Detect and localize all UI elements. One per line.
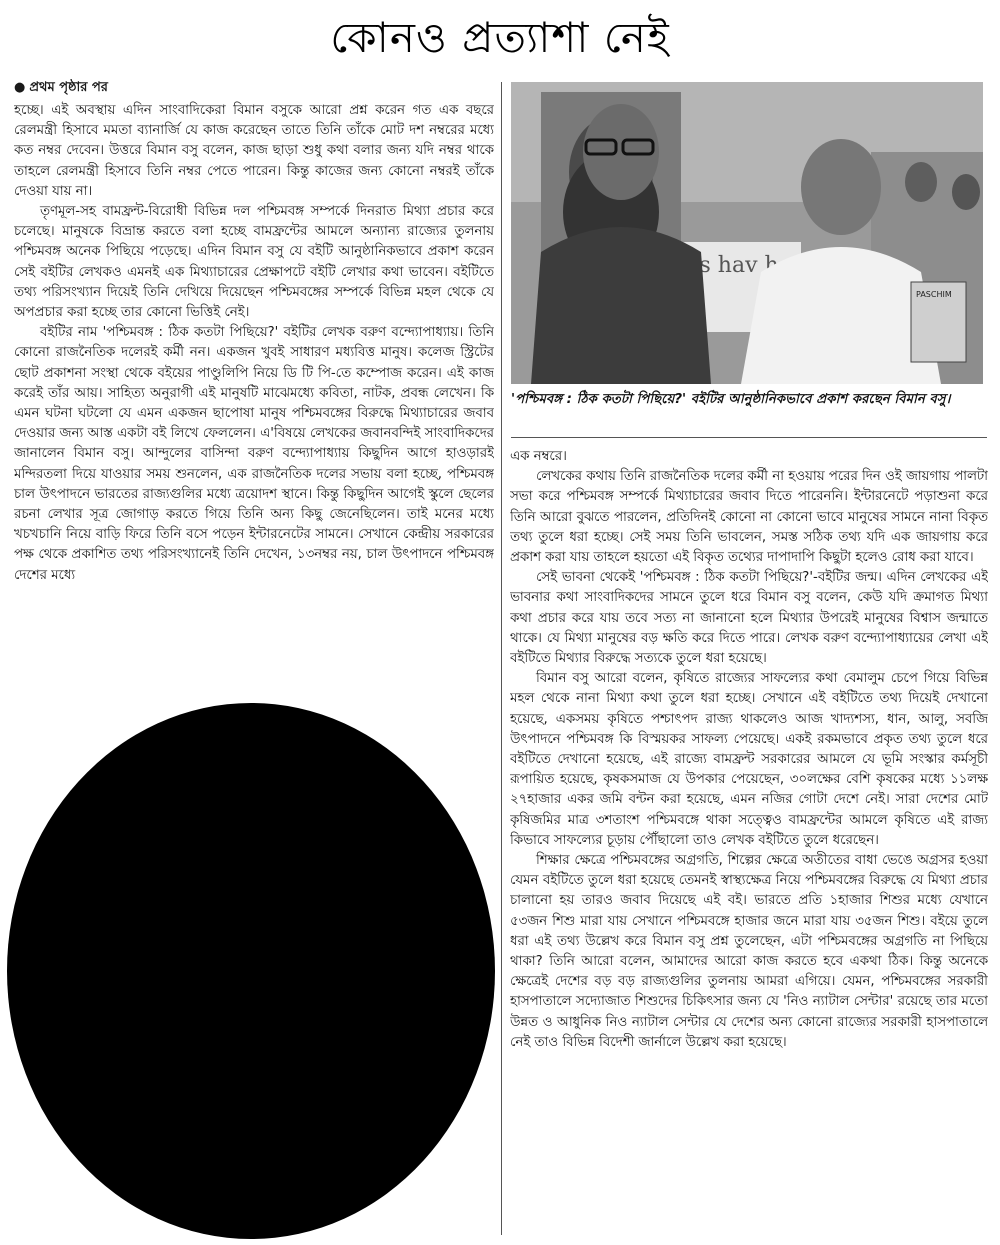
- article-paragraph: বইটির নাম 'পশ্চিমবঙ্গ : ঠিক কতটা পিছিয়ে?' বইটির লেখক বরুণ বন্দ্যোপাধ্যায়। তিনি কোনো রাজনৈতিক দলেরই কর্মী নন। একজন খুবই সাধারণ মধ্যবিত্ত মানুষ। কলেজ স্ট্রিটের ছোট প্রকাশনা সংস্থা থেকে বইয়ের পাণ্ডুলিপি নিয়ে ডি টি পি-তে কম্পোজ করেন। এই কাজ করেই তাঁর আয়। সাহিত্য অনুরাগী এই মানুষটি মাঝেমধ্যে কবিতা, নাটক, প্রবন্ধ লেখেন। কি এমন ঘটনা ঘটলো যে এমন একজন ছাপোষা মানুষ পশ্চিমবঙ্গের বিরুদ্ধে মিথ্যাচারের জবাব দেওয়ার জন্য আস্ত একটা বই লিখে ফেললেন। এ'বিষয়ে লেখকের জবানবন্দিই সাংবাদিকদের জানালেন বিমান বসু। আন্দুলের বাসিন্দা বরুণ বন্দ্যোপাধ্যায় কিছুদিন আগে হাওড়ারই মন্দিরতলা দিয়ে যাওয়ার সময় শুনলেন, এক রাজনৈতিক দলের সভায় বলা হচ্ছে, পশ্চিমবঙ্গ চাল উৎপাদনে ভারতের রাজ্যগুলির মধ্যে ত্রয়োদশ স্থানে। কিন্তু কিছুদিন আগেই স্কুলে ছেলের রচনা লেখার সূত্র জোগাড় করতে গিয়ে তিনি অন্য কিছু জেনেছিলেন। তাই মনের মধ্যে খচখচানি নিয়ে বাড়ি ফিরে তিনি বসে পড়েন ইন্টারনেটের সামনে। সেখানে কেন্দ্রীয় সরকারের পক্ষ থেকে প্রকাশিত তথ্য পরিসংখ্যানেই তিনি দেখেন, ১৩নম্বর নয়, চাল উৎপাদনে পশ্চিমবঙ্গ দেশের মধ্যে: [14, 325, 494, 583]
- article-paragraph: শিক্ষার ক্ষেত্রে পশ্চিমবঙ্গের অগ্রগতি, শিল্পের ক্ষেত্রে অতীতের বাধা ভেঙে অগ্রসর হওয়া যেমন বইটিতে তুলে ধরা হয়েছে তেমনই স্বাস্থ্যক্ষেত্র নিয়ে পশ্চিমবঙ্গের বিরুদ্ধে যে মিথ্যা প্রচার চালানো হয় তারও জবাব দিয়েছে এই বই। ভারতে প্রতি ১হাজার শিশুর মধ্যে যেখানে ৫৩জন শিশু মারা যায় সেখানে পশ্চিমবঙ্গে হাজার জনে মারা যায় ৩৫জন শিশু। বইয়ে তুলে ধরা এই তথ্য উল্লেখ করে বিমান বসু প্রশ্ন তুলেছেন, এটা পশ্চিমবঙ্গের অগ্রগতি না পিছিয়ে থাকা? তিনি আরো বলেন, আমাদের আরো কাজ করতে হবে একথা ঠিক। কিন্তু অনেকে ক্ষেত্রেই দেশের বড় বড় রাজ্যগুলির তুলনায় আমরা এগিয়ে। যেমন, পশ্চিমবঙ্গের সরকারী হাসপাতালে সদ্যোজাত শিশুদের চিকিৎসার জন্য যে 'নিও ন্যাটাল সেন্টার' রয়েছে তার মতো উন্নত ও আধুনিক নিও ন্যাটাল সেন্টার যে দেশের অন্য কোনো রাজ্যের সরকারী হাসপাতালে নেই তাও বিভিন্ন বিদেশী জার্নালে উল্লেখ করা হয়েছে।: [510, 853, 988, 1050]
- photo-caption: 'পশ্চিমবঙ্গ : ঠিক কতটা পিছিয়ে?' বইটির আনুষ্ঠানিকভাবে প্রকাশ করছেন বিমান বসু।: [511, 392, 951, 407]
- article-paragraph: সেই ভাবনা থেকেই 'পশ্চিমবঙ্গ : ঠিক কতটা পিছিয়ে?'-বইটির জন্ম। এদিন লেখকের এই ভাবনার কথা সাংবাদিকদের সামনে তুলে ধরে বিমান বসু বলেন, কেউ যদি ক্রমাগত মিথ্যা কথা প্রচার করে যায় তবে সত্য না জানানো হলে মিথ্যার উপরেই মানুষের বিশ্বাস জন্মাতে থাকে। যে মিথ্যা মানুষের বড় ক্ষতি করে দিতে পারে। লেখক বরুণ বন্দ্যোপাধ্যায়ের লেখা এই বইটিতে মিথ্যার বিরুদ্ধে সত্যকে তুলে ধরা হয়েছে।: [510, 570, 988, 667]
- article-paragraph: লেখকের কথায় তিনি রাজনৈতিক দলের কর্মী না হওয়ায় পরের দিন ওই জায়গায় পালটা সভা করে পশ্চিমবঙ্গ সম্পর্কে মিথ্যাচারের জবাব দিতে পারেননি। ইন্টারনেটে পড়াশুনা করে তিনি আরো বুঝতে পারলেন, প্রতিদিনই কোনো না কোনো ভাবে মানুষের সামনে নানা বিকৃত তথ্য তুলে ধরা হচ্ছে। সেই সময় তিনি ভাবলেন, সমস্ত সঠিক তথ্য যদি এক জায়গায় করে প্রকাশ করা যায় তাহলে হয়তো এই বিকৃত তথ্যের দাপাদাপি কিছুটা হলেও রোধ করা যাবে।: [510, 469, 988, 566]
- left-column: [14, 79, 494, 697]
- continuation-text: প্রথম পৃষ্ঠার পর: [29, 80, 108, 95]
- continuation-label: [14, 79, 494, 97]
- article-paragraph: হচ্ছে। এই অবস্থায় এদিন সাংবাদিকেরা বিমান বসুকে আরো প্রশ্ন করেন গত এক বছরে রেলমন্ত্রী হিসাবে মমতা ব্যানার্জি যে কাজ করেছেন তাতে তিনি তাঁকে মোট দশ নম্বরের মধ্যে কত নম্বর দেবেন। উত্তরে বিমান বসু বলেন, কাজ ছাড়া শুধু কথা বলার জন্য যদি নম্বর থাকে তাহলে রেলমন্ত্রী হিসাবে তিনি নম্বর পেতে পারেন। কিন্তু কাজের জন্য কোনো নম্বরই তাঁকে দেওয়া যায় না।: [14, 103, 494, 199]
- article-paragraph: তৃণমূল-সহ বামফ্রন্ট-বিরোধী বিভিন্ন দল পশ্চিমবঙ্গ সম্পর্কে দিনরাত মিথ্যা প্রচার করে চলেছে। মানুষকে বিভ্রান্ত করতে বলা হচ্ছে বামফ্রন্টের আমলে অন্যান্য রাজ্যের তুলনায় পশ্চিমবঙ্গ অনেক পিছিয়ে পড়েছে। এদিন বিমান বসু যে বইটি আনুষ্ঠানিকভাবে প্রকাশ করেন সেই বইটির লেখকও এমনই এক মিথ্যাচারের প্রেক্ষাপটে বইটি লেখার কথা ভাবেন। বইটিতে তথ্য পরিসংখ্যান দিয়েই তিনি দেখিয়ে দিয়েছেন পশ্চিমবঙ্গের সম্পর্কে বিভিন্ন মহল থেকে যে অপপ্রচার করা হচ্ছে তার কোনো ভিত্তিই নেই।: [14, 204, 494, 321]
- news-photo: [511, 82, 983, 384]
- article-paragraph: এক নম্বরে।: [510, 449, 567, 464]
- poster-text: hav: [717, 253, 758, 278]
- right-column: [510, 447, 988, 1237]
- caption-divider: [511, 437, 987, 438]
- column-divider: [501, 82, 502, 1235]
- redaction-circle: [7, 703, 495, 1239]
- bullet-icon: ●: [14, 80, 26, 95]
- article-paragraph: বিমান বসু আরো বলেন, কৃষিতে রাজ্যের সাফল্যের কথা বেমালুম চেপে গিয়ে বিভিন্ন মহল থেকে নানা মিথ্যা কথা তুলে ধরা হচ্ছে। সেখানে এই বইটিতে তথ্য দিয়েই দেখানো হয়েছে, একসময় কৃষিতে পশ্চাৎপদ রাজ্য থাকলেও আজ খাদ্যশস্য, ধান, আলু, সবজি উৎপাদনে পশ্চিমবঙ্গ কি বিস্ময়কর সাফল্য পেয়েছে। একই রকমভাবে প্রকৃত তথ্য তুলে ধরে বইটিতে দেখানো হয়েছে, এই রাজ্যে বামফ্রন্ট সরকারের আমলে যে ভূমি সংস্কার কর্মসূচী রূপায়িত হয়েছে, কৃষকসমাজ যে উপকার পেয়েছেন, ৩০লক্ষের বেশি কৃষকের মধ্যে ১১লক্ষ ২৭হাজার একর জমি বন্টন করা হয়েছে, এমন নজির গোটা দেশে নেই। সারা দেশের মোট কৃষিজমির মাত্র ৩শতাংশ পশ্চিমবঙ্গে থাকা সত্ত্বেও বামফ্রন্টের আমলে কৃষিতে এই রাজ্য কিভাবে সাফল্যের চূড়ায় পৌঁছালো তাও লেখক বইটিতে তুলে ধরেছেন।: [510, 671, 988, 848]
- photo-illustration: [511, 82, 983, 384]
- headline: কোনও প্রত্যাশা নেই: [330, 13, 670, 62]
- book-title: PASCHIM: [916, 290, 952, 299]
